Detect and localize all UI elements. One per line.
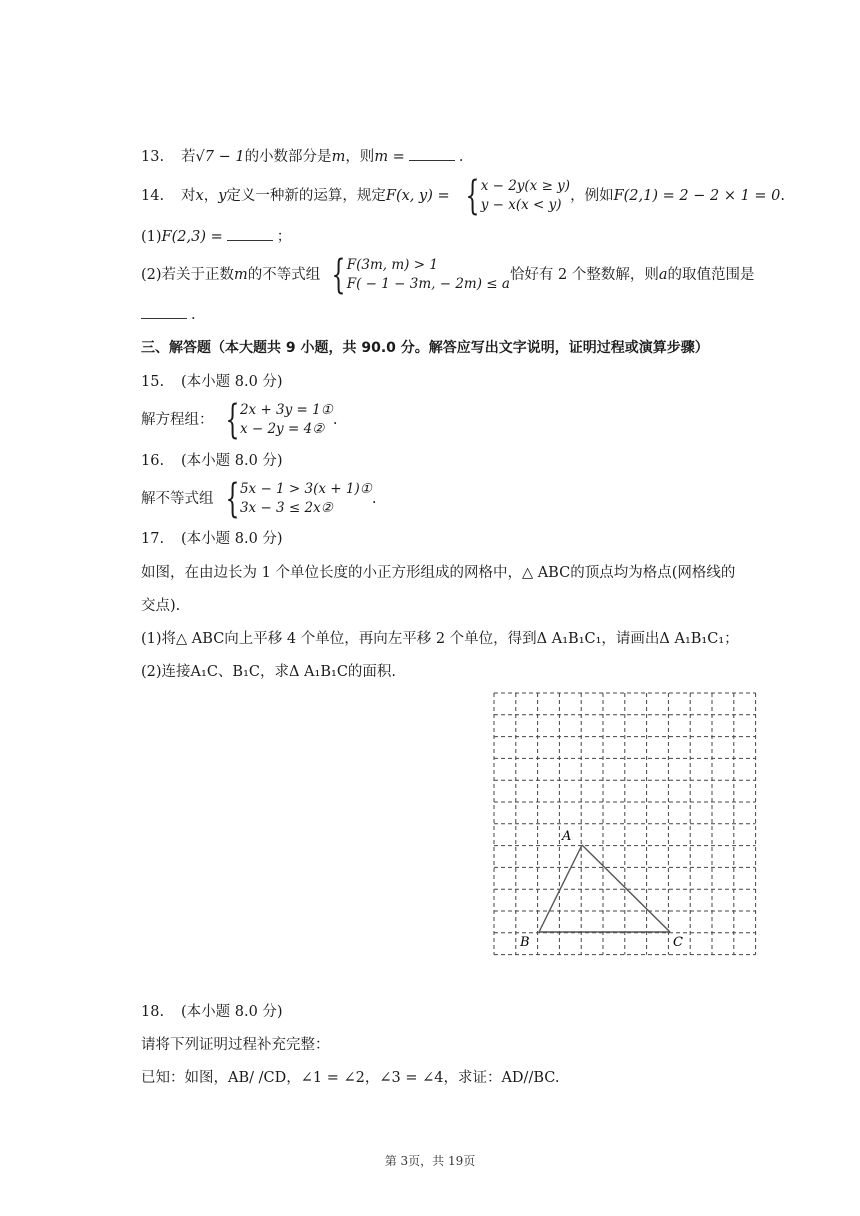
case-row: x − 2y = 4② (239, 421, 325, 437)
question-14-part-2 (141, 252, 755, 298)
q13-lhs: m = (374, 149, 405, 165)
q14-text-a: 对 (181, 188, 196, 204)
vertex-label-b: B (520, 935, 530, 950)
q14-sep: ， (203, 188, 219, 204)
q14-case-system (454, 173, 571, 219)
q14-end: . (780, 188, 786, 204)
question-16-header (141, 451, 283, 471)
q14-2-text-d: 的取值范围是 (667, 267, 755, 283)
score-label: (本小题 8.0 分) (181, 531, 283, 547)
question-17-line-2: 交点). (141, 598, 181, 614)
question-15-body (141, 397, 338, 443)
question-number: 18. (141, 1004, 165, 1020)
question-number: 16. (141, 453, 165, 469)
question-16-body (141, 476, 377, 522)
q16-inequality-system (214, 476, 372, 522)
question-17-header (141, 529, 283, 549)
vertex-label-a: A (562, 829, 572, 844)
answer-blank (141, 304, 187, 319)
question-18-line-2: 已知：如图，AB/ /CD，∠1 = ∠2，∠3 = ∠4，求证：AD//BC. (141, 1070, 560, 1086)
page-footer: 第 3页，共 19页 (384, 1154, 476, 1168)
question-18-header (141, 1002, 283, 1022)
q14-2-text-b: 的不等式组 (247, 267, 321, 283)
q14-1-expr: F(2,3) = (161, 229, 223, 245)
q14-1-end: ； (276, 229, 292, 245)
question-number: 13. (141, 149, 165, 165)
grid-lines (494, 693, 756, 955)
question-number: 15. (141, 374, 165, 390)
q14-2-var-a: a (658, 267, 668, 283)
left-brace: { (224, 397, 239, 443)
case-row: 5x − 1 > 3(x + 1)① (239, 481, 372, 497)
left-brace: { (224, 476, 239, 522)
grid-figure (490, 689, 758, 957)
question-14-part-2-blank-line (141, 304, 196, 325)
q13-expr: √7 − 1 (195, 149, 245, 165)
score-label: (本小题 8.0 分) (181, 1004, 283, 1020)
question-17-part-1: (1)将△ ABC向上平移 4 个单位，再向左平移 2 个单位，得到Δ A₁B₁C₁，请画出Δ A₁B₁C₁； (141, 631, 739, 647)
score-label: (本小题 8.0 分) (181, 453, 283, 469)
vertex-label-c: C (673, 935, 683, 950)
answer-blank (227, 226, 273, 241)
q16-text: 解不等式组 (141, 491, 214, 507)
question-14 (141, 173, 786, 219)
part-label: (2) (141, 267, 162, 283)
q14-text-c: ，例如 (570, 188, 614, 204)
q14-2-text-c: 恰好有 2 个整数解，则 (509, 267, 659, 283)
q15-text: 解方程组： (141, 412, 214, 428)
q13-end: . (458, 149, 464, 165)
case-row: 3x − 3 ≤ 2x② (239, 500, 333, 516)
q16-end: . (371, 491, 377, 507)
left-brace: { (465, 173, 480, 219)
case-row: F(3m, m) > 1 (346, 257, 438, 273)
case-row: 2x + 3y = 1① (239, 402, 333, 418)
q14-2-text-a: 若关于正数 (161, 267, 235, 283)
case-row: y − x(x < y) (480, 197, 562, 213)
answer-blank (409, 146, 455, 161)
question-number: 17. (141, 531, 165, 547)
case-row: F( − 1 − 3m, − 2m) ≤ a (346, 276, 510, 292)
q14-var-x: x (195, 188, 204, 204)
question-17-line-1: 如图，在由边长为 1 个单位长度的小正方形组成的网格中，△ ABC的顶点均为格点(网格线的 (141, 565, 736, 581)
q14-text-b: 定义一种新的运算，规定 (226, 188, 386, 204)
q13-var: m (331, 149, 346, 165)
question-number: 14. (141, 188, 165, 204)
q15-equation-system (214, 397, 333, 443)
q13-text-c: ，则 (345, 149, 375, 165)
q13-text-b: 的小数部分是 (244, 149, 332, 165)
question-15-header (141, 372, 283, 392)
triangle-side-ac (582, 845, 670, 932)
q14-2-var-m: m (234, 267, 248, 283)
question-18-line-1: 请将下列证明过程补充完整： (141, 1037, 330, 1053)
score-label: (本小题 8.0 分) (181, 374, 283, 390)
question-13 (141, 146, 463, 167)
q13-text-a: 若 (181, 149, 196, 165)
triangle-side-ab (539, 845, 582, 932)
section-header: 三、解答题（本大题共 9 小题，共 90.0 分。解答应写出文字说明，证明过程或演算步骤） (141, 340, 709, 356)
q14-func: F(x, y) = (385, 188, 450, 204)
question-17-part-2: (2)连接A₁C、B₁C，求Δ A₁B₁C的面积. (141, 664, 397, 680)
case-row: x − 2y(x ≥ y) (480, 178, 571, 194)
part-label: (1) (141, 229, 162, 245)
q15-end: . (332, 412, 338, 428)
left-brace: { (331, 252, 346, 298)
question-14-part-1 (141, 226, 291, 247)
q14-var-y: y (218, 188, 227, 204)
q14-example: F(2,1) = 2 − 2 × 1 = 0 (613, 188, 781, 204)
q14-2-inequality-system (320, 252, 510, 298)
q14-2-end: . (191, 307, 196, 323)
